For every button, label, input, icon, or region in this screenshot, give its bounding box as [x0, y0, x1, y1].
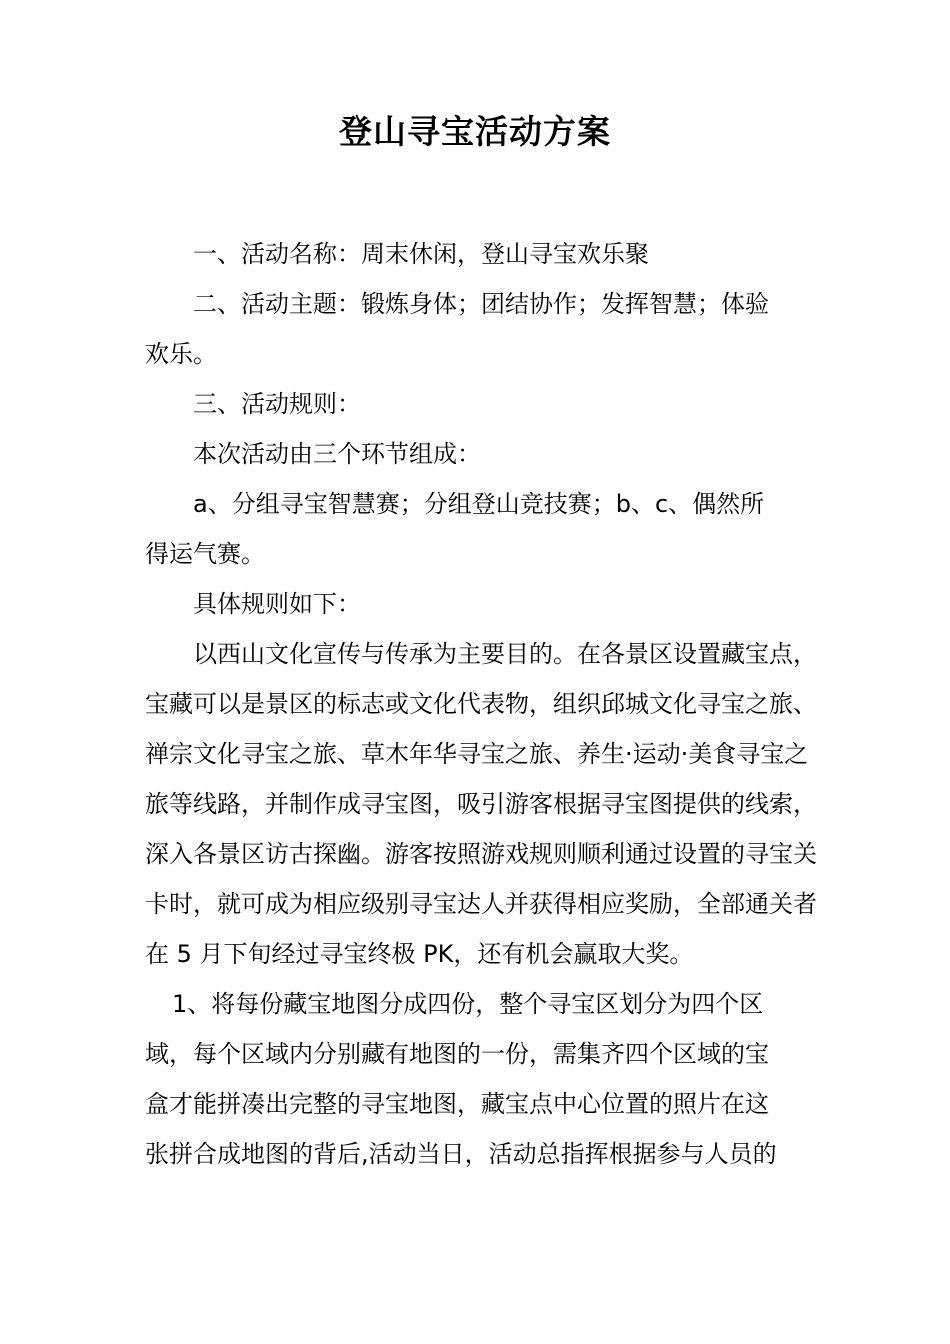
paragraph-line-body-6: 卡时，就可成为相应级别寻宝达人并获得相应奖励，全部通关者 — [145, 890, 817, 918]
paragraph-line-activity-name: 一、活动名称：周末休闲，登山寻宝欢乐聚 — [193, 240, 649, 268]
paragraph-line-item-1: 1、将每份藏宝地图分成四份，整个寻宝区划分为四个区 — [172, 990, 764, 1018]
paragraph-line-rules-list-cont: 得运气赛。 — [145, 540, 265, 568]
paragraph-line-activity-theme-cont: 欢乐。 — [145, 340, 217, 368]
paragraph-line-activity-rules: 三、活动规则： — [193, 390, 361, 418]
paragraph-line-rules-list: a、分组寻宝智慧赛；分组登山竞技赛；b、c、偶然所 — [193, 490, 765, 518]
paragraph-line-specific-rules: 具体规则如下： — [193, 590, 361, 618]
paragraph-line-body-2: 宝藏可以是景区的标志或文化代表物，组织邱城文化寻宝之旅、 — [145, 690, 817, 718]
paragraph-line-item-1-cont-1: 域，每个区域内分别藏有地图的一份，需集齐四个区域的宝 — [145, 1040, 769, 1068]
paragraph-line-body-7: 在 5 月下旬经过寻宝终极 PK，还有机会赢取大奖。 — [145, 940, 694, 968]
paragraph-line-body-4: 旅等线路，并制作成寻宝图，吸引游客根据寻宝图提供的线索， — [145, 790, 817, 818]
paragraph-line-body-5: 深入各景区访古探幽。游客按照游戏规则顺利通过设置的寻宝关 — [145, 840, 817, 868]
paragraph-line-body-1: 以西山文化宣传与传承为主要目的。在各景区设置藏宝点， — [193, 640, 817, 668]
document-title: 登山寻宝活动方案 — [339, 112, 611, 151]
paragraph-line-rules-intro: 本次活动由三个环节组成： — [193, 440, 481, 468]
paragraph-line-item-1-cont-3: 张拼合成地图的背后,活动当日，活动总指挥根据参与人员的 — [145, 1140, 777, 1168]
paragraph-line-item-1-cont-2: 盒才能拼凑出完整的寻宝地图，藏宝点中心位置的照片在这 — [145, 1090, 769, 1118]
paragraph-line-activity-theme: 二、活动主题：锻炼身体；团结协作；发挥智慧；体验 — [193, 290, 769, 318]
paragraph-line-body-3: 禅宗文化寻宝之旅、草木年华寻宝之旅、养生·运动·美食寻宝之 — [145, 740, 809, 768]
